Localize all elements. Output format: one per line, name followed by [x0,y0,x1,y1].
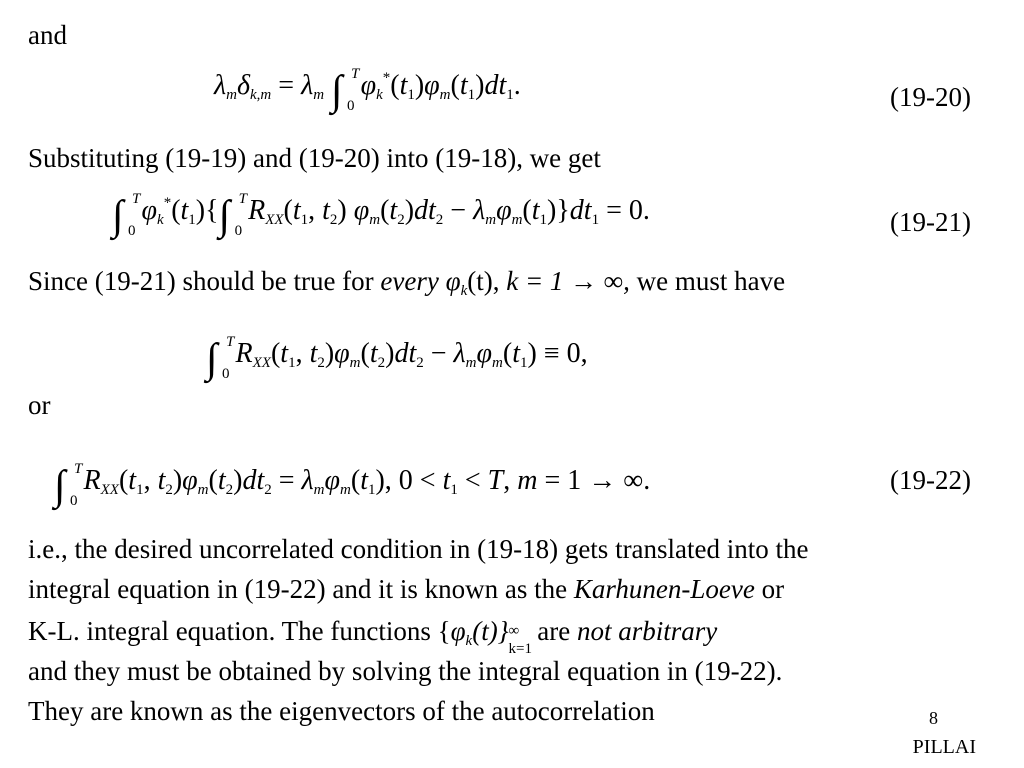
since-k: k [460,283,468,299]
since-cond: k = 1 → ∞, [506,266,630,296]
since-end: we must have [629,266,786,296]
para3-phi: φ [450,616,466,646]
equation-19-20-label: (19-20) [890,82,971,112]
equation-19-21-label: (19-21) [890,207,971,237]
para3-k1: k=1 [508,641,532,657]
author-name: PILLAI [912,736,976,758]
text-substituting: Substituting (19-19) and (19-20) into (19-18), we get [28,143,601,173]
since-t: (t), [467,266,507,296]
para-line-4: and they must be obtained by solving the integral equation in (19-22). [28,656,783,686]
para3-k: k [465,633,473,649]
para2-start: integral equation in (19-22) and it is known as the [28,574,574,604]
para3-t: (t)} [472,616,509,646]
since-phi: φ [445,266,461,296]
para3-are: are [530,616,577,646]
equation-19-20: $\lambda_m\delta_{k,m} = \lambda_m$ ∫ T 0 $\varphi_k^*(t_1)\varphi_m(t_1)dt_1$. [214,66,521,114]
equation-19-22: ∫ T 0 $R_{XX}(t_1$, $t_2)\varphi_m(t_2)dt_2 = \lambda_m\varphi_m(t_1)$, $0 < t_1 < T$, m = 1 → ∞. [54,461,651,509]
para3-start: K-L. integral equation. The functions { [28,616,451,646]
equation-unnumbered: ∫ T 0 $R_{XX}(t_1$, $t_2)\varphi_m(t_2)dt_2 - \lambda_m\varphi_m(t_1) \equiv 0$, [206,334,588,382]
para3-not: not arbitrary [576,616,718,646]
para-line-5: They are known as the eigenvectors of the autocorrelation [28,696,655,726]
para2-kl: Karhunen-Loeve [573,574,755,604]
since-every: every [380,266,439,296]
equation-19-21: ∫ T 0 $\varphi_k^*(t_1)\{\int$ T 0 $R_{XX}(t_1$, $t_2$) $\varphi_m(t_2)dt_2 - \lambda_m\varphi_m(t_1)\}dt_1 = 0$. [112,191,650,239]
para-line-1: i.e., the desired uncorrelated condition in (19-18) gets translated into the [28,534,809,564]
text-since [28,266,785,297]
equation-19-22-label: (19-22) [890,465,971,495]
para-line-2 [28,574,784,605]
text-and: and [28,20,67,50]
para2-end: or [754,574,785,604]
text-or: or [28,390,51,420]
para-line-3 [28,616,718,657]
since-start: Since (19-21) should be true for [28,266,381,296]
para3-inf: ∞ [508,623,520,639]
page-number: 8 [929,708,938,728]
